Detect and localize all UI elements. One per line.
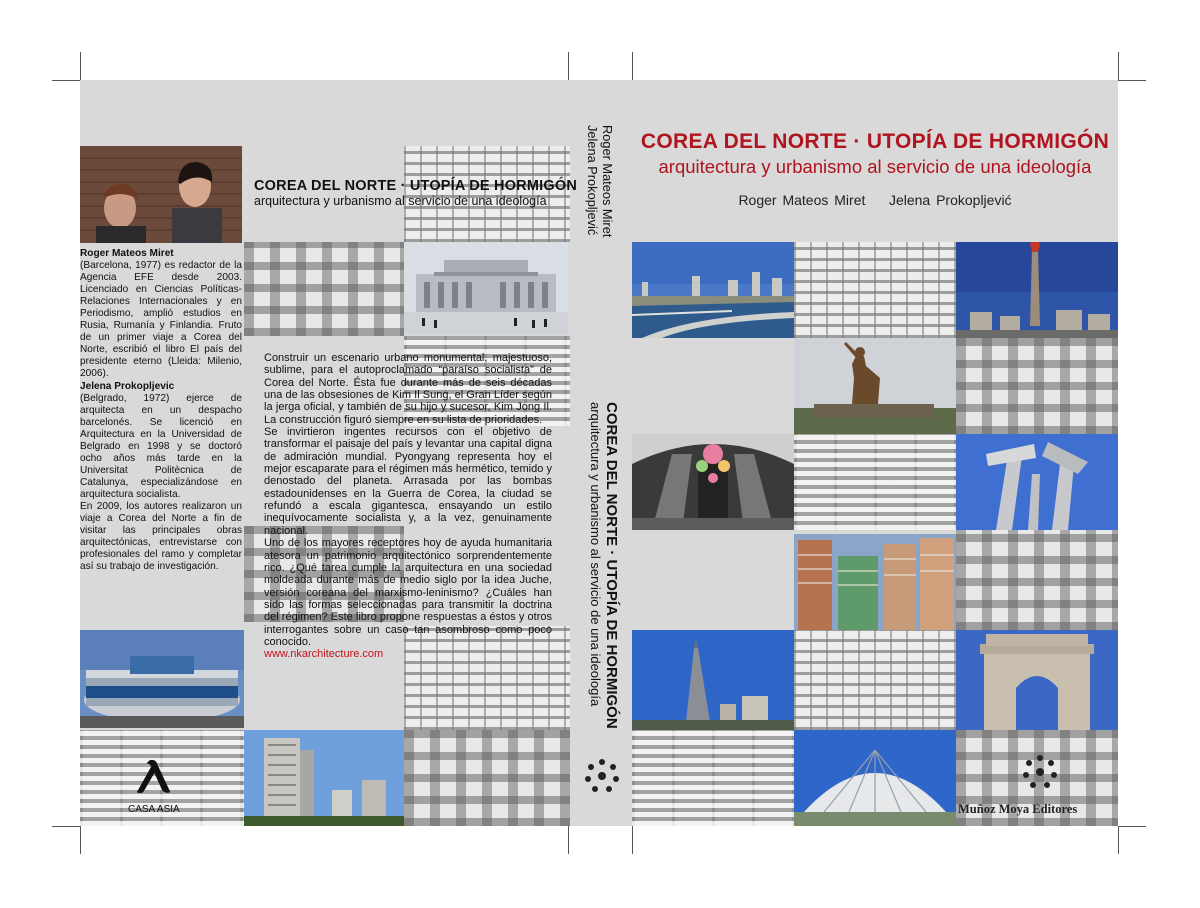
bio-paragraph: [80, 381, 242, 501]
crop-mark: [1118, 826, 1146, 827]
casa-asia-logo: [126, 756, 206, 826]
crop-mark: [568, 826, 569, 854]
author-bios: [80, 248, 242, 573]
building-texture-tile: [794, 242, 956, 338]
crop-mark: [52, 826, 80, 827]
blurb-paragraph: Se invirtieron ingentes recursos con el objetivo de transformar el paisaje del país y levantar una capital digna de admiración mundial. Pyongyang representa hoy el mejor escaparate para el régimen más hermético, temido y denostado del planeta. Arrasada por las bombas estadounidenses en la Guerra de Corea, la ciudad se refundó a escala gigantesca, ensayando un estilo inequívocamente socialista y, a la vez, genuinamente nacional.: [264, 426, 552, 537]
front-author-1: Roger Mateos Miret: [738, 192, 866, 208]
crop-mark: [632, 52, 633, 80]
bio-text: (Belgrado, 1972) ejerce de arquitecta en un despacho barcelonés. Se licenció en Arquitectura en la Universidad de Belgrado en 1998 y se doctoró ocho años más tarde en la Universitat Politècnica de Catalunya, especializándose en arquitectura socialista.: [80, 392, 242, 500]
crop-mark: [1118, 52, 1119, 80]
crop-mark: [80, 52, 81, 80]
building-texture-tile: [794, 434, 956, 530]
front-cover-title: COREA DEL NORTE · UTOPÍA DE HORMIGÓN: [640, 130, 1110, 153]
publisher-name: Muñoz Moya Editores: [958, 802, 1078, 816]
back-cover-title: COREA DEL NORTE · UTOPÍA DE HORMIGÓN: [254, 178, 577, 194]
spine-publisher-emblem-icon: [582, 756, 622, 796]
building-texture-tile: [794, 630, 956, 730]
spine-subtitle-text: arquitectura y urbanismo al servicio de una ideología: [588, 402, 603, 707]
bio-name: Jelena Prokopljevic: [80, 380, 175, 392]
spine-author-2: Jelena Prokopljević: [585, 125, 600, 236]
party-monument-photo: [956, 434, 1118, 530]
building-texture-tile: [632, 730, 794, 826]
blurb-paragraph: Construir un escenario urbano monumental, majestuoso, sublime, para el autoproclamado “paraíso socialista” de Corea del Norte. Ésta fue durante más de seis décadas una de las obsesiones de Kim Il Sung, el Gran Líder según la jerga oficial, y también de su hijo y sucesor, Kim Jong Il. La construcción figuró siempre en su lista de prioridades.: [264, 352, 552, 426]
back-cover-subtitle: arquitectura y urbanismo al servicio de una ideología: [254, 194, 547, 208]
apartment-blocks-photo: [794, 534, 956, 630]
back-cover-title-block: [254, 178, 577, 208]
arch-photo: [956, 630, 1118, 730]
building-texture-tile: [244, 242, 404, 336]
building-texture-tile: [956, 530, 1118, 630]
spine-title-text: COREA DEL NORTE · UTOPÍA DE HORMIGÓN: [603, 402, 620, 729]
building-texture-tile: [956, 338, 1118, 434]
book-cover-spread: [80, 80, 1118, 826]
authors-photo: [80, 146, 242, 243]
front-author-2: Jelena Prokopljević: [888, 192, 1012, 208]
casa-asia-label: CASA ASIA: [128, 804, 180, 815]
bio-name: Roger Mateos Miret: [80, 248, 174, 259]
metro-station-photo: [632, 434, 794, 530]
palace-photo: [404, 242, 568, 334]
spine-author-1: Roger Mateos Miret: [600, 125, 615, 238]
statue-photo: [794, 338, 956, 434]
crop-mark: [52, 80, 80, 81]
towers-photo: [244, 730, 404, 826]
bio-paragraph: [80, 248, 242, 381]
tent-stadium-photo: [794, 730, 956, 826]
blurb-paragraph: Uno de los mayores receptores hoy de ayuda humanitaria atesora un patrimonio arquitectónico sorprendentemente rico. ¿Qué tarea cumple la arquitectura en una sociedad moldeada durante más de medio siglo por la idea Juche, versión coreana del marxismo-leninismo? ¿Cuáles han sido las formas seleccionadas para transmitir la doctrina del régimen? Este libro propone respuestas a éstos y otros interrogantes sobre un caso tan asombroso como poco conocido.: [264, 537, 552, 648]
crop-mark: [80, 826, 81, 854]
building-texture-tile: [404, 730, 570, 826]
front-cover-authors: [640, 192, 1110, 208]
river-city-photo: [632, 242, 794, 338]
back-cover-blurb: [264, 352, 552, 661]
casa-asia-logo-icon: [132, 756, 180, 798]
bio-text: En 2009, los autores realizaron un viaje a Corea del Norte a fin de visitar las principales obras arquitectónicas, entrevistarse con profesionales del ramo y completar así su trabajo de investigación.: [80, 500, 242, 573]
crop-mark: [1118, 826, 1119, 854]
crop-mark: [1118, 80, 1146, 81]
website-link[interactable]: www.nkarchitecture.com: [264, 648, 384, 661]
front-cover-title-block: [640, 130, 1110, 208]
front-cover-subtitle: arquitectura y urbanismo al servicio de una ideología: [658, 156, 1092, 177]
juche-tower-photo: [956, 242, 1118, 338]
publisher-emblem-icon: [1020, 752, 1060, 792]
bio-paragraph: [80, 501, 242, 573]
spine-title: [575, 402, 625, 742]
bio-text: (Barcelona, 1977) es redactor de la Agencia EFE desde 2003. Licenciado en Ciencias Políticas-Relaciones Internacionales y en Periodismo, amplió estudios en Rusia, Rumanía y Finlandia. Fruto de un primer viaje a Corea del Norte, escribió el libro El país del presidente eterno (Lleida: Milenio, 2006).: [80, 260, 242, 380]
spine-authors: [580, 125, 620, 285]
crop-mark: [568, 52, 569, 80]
crop-mark: [632, 826, 633, 854]
ryugyong-hotel-photo: [632, 630, 794, 730]
stadium-photo: [80, 630, 244, 728]
